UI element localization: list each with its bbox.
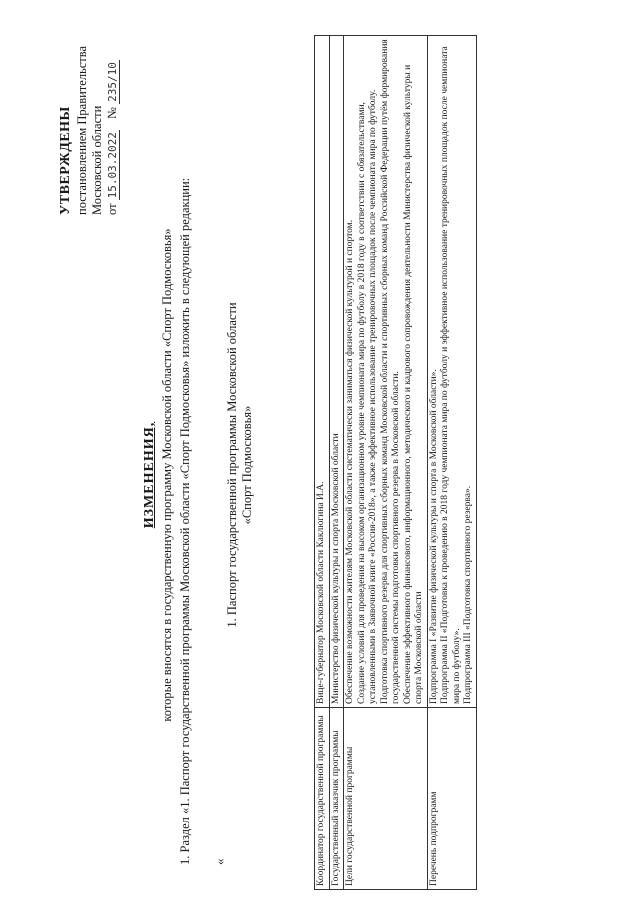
- row-value: [329, 36, 344, 708]
- row-value: [427, 36, 476, 708]
- title-main: ИЗМЕНЕНИЯ,: [142, 421, 157, 529]
- title-subtitle: которые вносятся в государственную программу Московской области «Спорт Подмосковья»: [160, 228, 174, 722]
- passport-table: [314, 35, 477, 890]
- row-label: Цели государственной программы: [344, 708, 428, 890]
- section-title-line-2: «Спорт Подмосковья»: [240, 405, 254, 525]
- approval-heading: УТВЕРЖДЕНЫ: [58, 106, 73, 215]
- row-label: Координатор государственной программы: [315, 708, 330, 890]
- row-value: [315, 36, 330, 708]
- value-line: Обеспечение возможности жителям Московской области систематически заниматься физической культурой и спортом.: [345, 219, 355, 704]
- table-row: [427, 36, 476, 890]
- value-line: Министерство физической культуры и спорта Московской области: [330, 433, 341, 704]
- approval-date: 15.03.2022: [106, 132, 119, 199]
- number-prefix: №: [105, 107, 119, 119]
- value-line: Подпрограмма I «Развитие физической культуры и спорта в Московской области».: [428, 369, 439, 704]
- section-title: [225, 185, 255, 745]
- table-row: [315, 36, 330, 890]
- value-line: Создание условий для проведения на высоком организационном уровне чемпионата мира по футболу в 2018 году в соответствии с обязательствами, установленными в Заявочной книге «Россия-2018», а также эффективное использование тренировочных площадок после чемпионата мира по футболу.: [356, 89, 378, 704]
- value-line: Подпрограмма II «Подготовка к проведению в 2018 году чемпионата мира по футболу и эффективное использование тренировочных площадок после чемпионата мира по футболу».: [440, 46, 462, 704]
- row-label: Государственный заказчик программы: [329, 708, 344, 890]
- opening-quote: «: [212, 858, 227, 865]
- table-row: [329, 36, 344, 890]
- approval-date-line: [105, 15, 120, 215]
- table-row: [344, 36, 428, 890]
- row-value: [344, 36, 428, 708]
- document-title: [142, 125, 175, 825]
- value-line: Обеспечение эффективного финансового, информационного, методического и кадрового сопровождения деятельности Министерства физической культуры и спорта Московской области: [402, 64, 424, 704]
- approval-number: 235/10: [106, 62, 119, 102]
- paragraph-1: 1. Раздел «1. Паспорт государственной программы Московской области «Спорт Подмосковья» изложить в следующей редакции:: [178, 177, 192, 865]
- date-prefix: от: [105, 203, 119, 215]
- approval-stamp: [58, 15, 120, 215]
- value-line: Подпрограмма III «Подготовка спортивного резерва».: [463, 485, 473, 704]
- row-label: Перечень подпрограмм: [427, 708, 476, 890]
- value-line: Вице-губернатор Московской области Каклюгина И.А.: [316, 481, 326, 704]
- approval-line-1: постановлением Правительства: [75, 45, 89, 215]
- value-line: Подготовка спортивного резерва для спортивных сборных команд Московской области и спортивных сборных команд Российской Федерации путём формирования государственной системы подготовки спортивного резерва в Московской области.: [379, 39, 401, 704]
- approval-line-2: Московской области: [90, 105, 104, 215]
- section-title-line-1: 1. Паспорт государственной программы Московской области: [225, 302, 239, 628]
